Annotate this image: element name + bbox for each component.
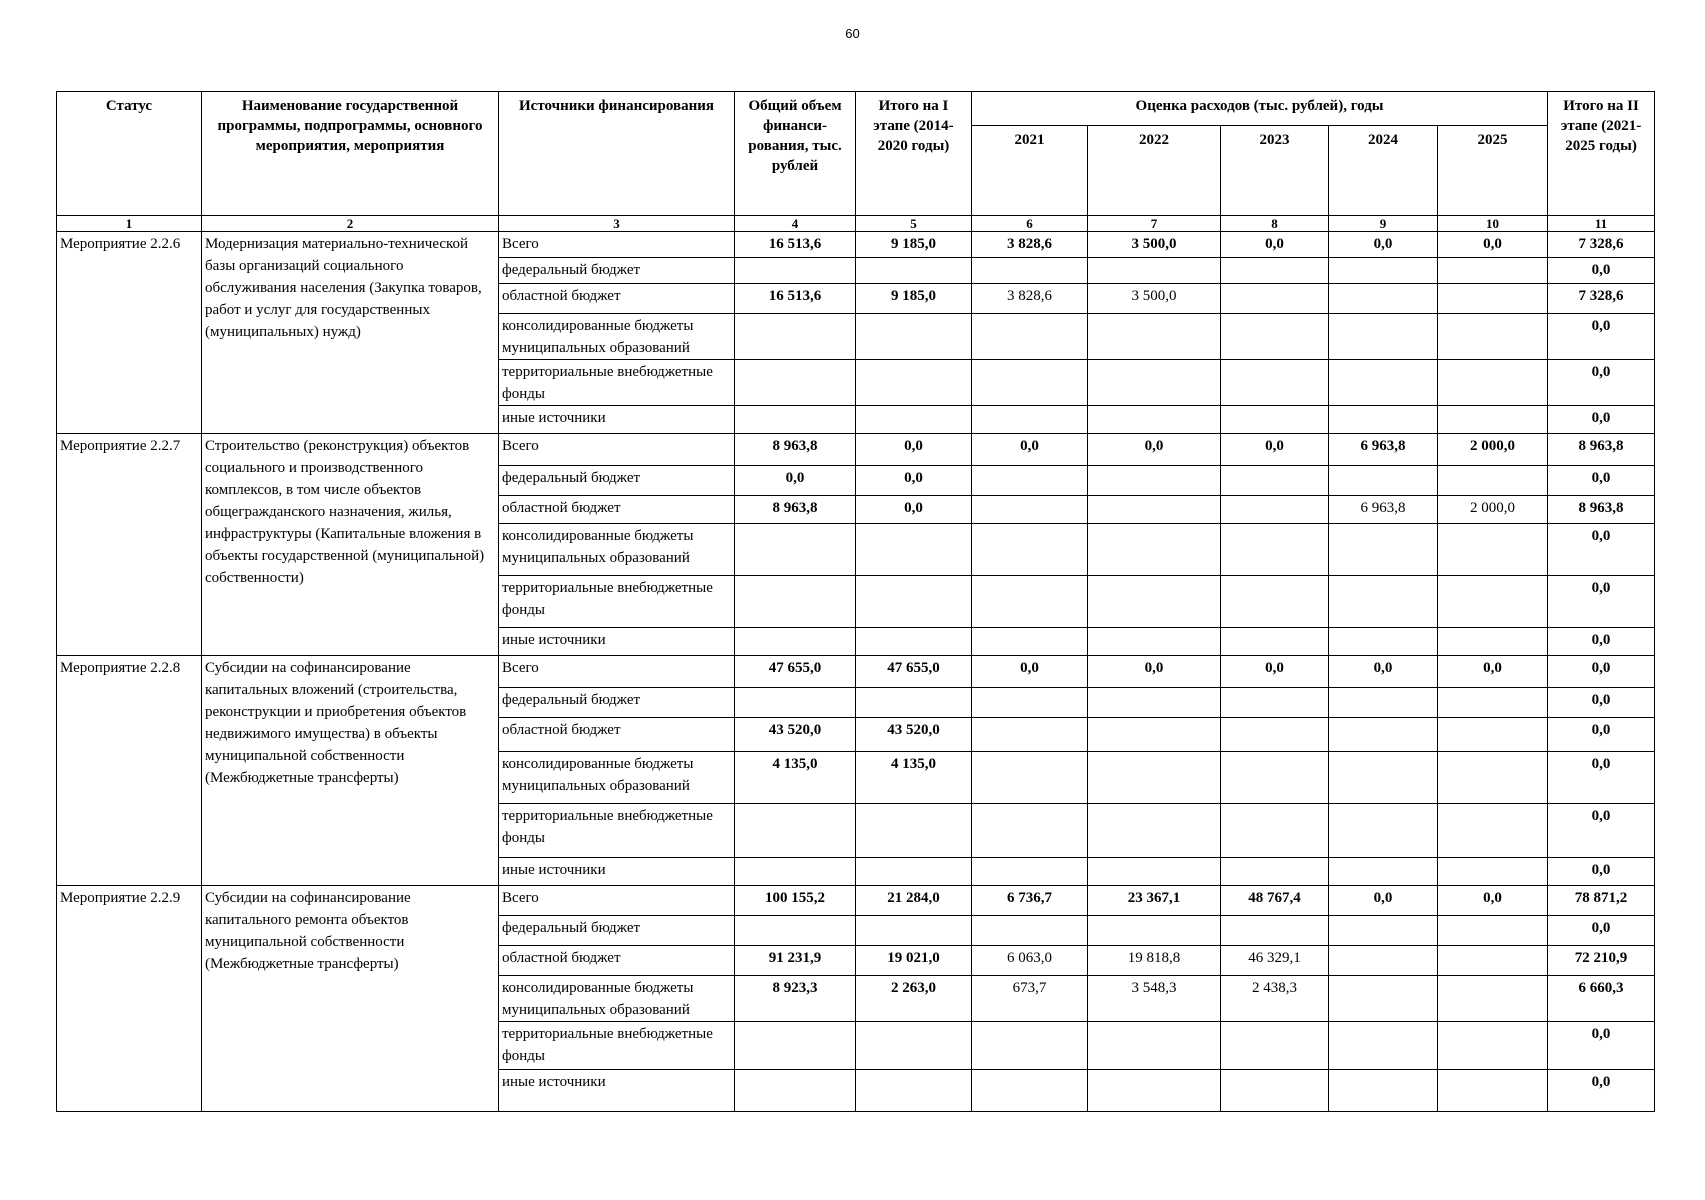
value-cell: 0,0: [1088, 656, 1221, 688]
value-cell: 19 021,0: [856, 946, 972, 976]
stage2-total-cell: 0,0: [1548, 314, 1655, 360]
source-cell: иные источники: [499, 1070, 735, 1112]
stage2-total-cell: 0,0: [1548, 656, 1655, 688]
source-cell: иные источники: [499, 858, 735, 886]
value-cell: [1438, 314, 1548, 360]
stage2-total-cell: 0,0: [1548, 858, 1655, 886]
value-cell: [735, 406, 856, 434]
value-cell: [1329, 946, 1438, 976]
status-cell: Мероприятие 2.2.6: [57, 232, 202, 434]
value-cell: [972, 258, 1088, 284]
value-cell: 3 828,6: [972, 284, 1088, 314]
header-name: Наименование государственной программы, подпрограммы, основного мероприятия, мероприятия: [202, 92, 499, 216]
header-stage2: Итого на II этапе (2021-2025 годы): [1548, 92, 1655, 216]
value-cell: [1438, 628, 1548, 656]
value-cell: [1221, 804, 1329, 858]
measure-name-cell: Субсидии на софинансирование капитального ремонта объектов муниципальной собственности (Межбюджетные трансферты): [202, 886, 499, 1112]
value-cell: [735, 258, 856, 284]
value-cell: 9 185,0: [856, 232, 972, 258]
value-cell: [1088, 628, 1221, 656]
value-cell: 8 923,3: [735, 976, 856, 1022]
value-cell: [856, 858, 972, 886]
status-cell: Мероприятие 2.2.8: [57, 656, 202, 886]
value-cell: [735, 858, 856, 886]
value-cell: [1329, 804, 1438, 858]
value-cell: [1438, 946, 1548, 976]
column-number: 1: [57, 216, 202, 232]
value-cell: [1329, 1022, 1438, 1070]
value-cell: [1221, 858, 1329, 886]
stage2-total-cell: 78 871,2: [1548, 886, 1655, 916]
value-cell: [972, 688, 1088, 718]
source-cell: федеральный бюджет: [499, 916, 735, 946]
value-cell: [856, 258, 972, 284]
value-cell: 8 963,8: [735, 434, 856, 466]
value-cell: 43 520,0: [856, 718, 972, 752]
value-cell: [972, 314, 1088, 360]
page-number: 60: [845, 26, 860, 41]
column-number: 9: [1329, 216, 1438, 232]
value-cell: [1438, 524, 1548, 576]
value-cell: [1088, 406, 1221, 434]
value-cell: [735, 628, 856, 656]
value-cell: [1221, 1070, 1329, 1112]
value-cell: 2 000,0: [1438, 434, 1548, 466]
value-cell: [1329, 718, 1438, 752]
source-cell: федеральный бюджет: [499, 258, 735, 284]
value-cell: [1088, 466, 1221, 496]
value-cell: [1088, 576, 1221, 628]
value-cell: [1221, 628, 1329, 656]
value-cell: [972, 718, 1088, 752]
source-cell: консолидированные бюджеты муниципальных образований: [499, 976, 735, 1022]
stage2-total-cell: 0,0: [1548, 406, 1655, 434]
stage2-total-cell: 0,0: [1548, 752, 1655, 804]
value-cell: 0,0: [735, 466, 856, 496]
value-cell: [1221, 466, 1329, 496]
stage2-total-cell: 0,0: [1548, 1070, 1655, 1112]
value-cell: [1088, 524, 1221, 576]
column-number: 4: [735, 216, 856, 232]
value-cell: [1088, 258, 1221, 284]
source-cell: территориальные внебюджетные фонды: [499, 360, 735, 406]
value-cell: [1329, 576, 1438, 628]
column-number: 10: [1438, 216, 1548, 232]
value-cell: [1221, 1022, 1329, 1070]
value-cell: [1438, 258, 1548, 284]
value-cell: [1088, 360, 1221, 406]
value-cell: [972, 360, 1088, 406]
value-cell: 0,0: [856, 434, 972, 466]
column-number: 5: [856, 216, 972, 232]
source-cell: территориальные внебюджетные фонды: [499, 1022, 735, 1070]
value-cell: 0,0: [1221, 232, 1329, 258]
stage2-total-cell: 0,0: [1548, 576, 1655, 628]
stage2-total-cell: 72 210,9: [1548, 946, 1655, 976]
stage2-total-cell: 0,0: [1548, 718, 1655, 752]
value-cell: [1221, 752, 1329, 804]
source-cell: Всего: [499, 434, 735, 466]
header-status: Статус: [57, 92, 202, 216]
source-cell: областной бюджет: [499, 496, 735, 524]
header-sources: Источники финансирования: [499, 92, 735, 216]
status-cell: Мероприятие 2.2.7: [57, 434, 202, 656]
value-cell: 47 655,0: [856, 656, 972, 688]
value-cell: [1438, 576, 1548, 628]
source-cell: иные источники: [499, 628, 735, 656]
value-cell: [1088, 688, 1221, 718]
value-cell: [1088, 916, 1221, 946]
value-cell: 0,0: [1088, 434, 1221, 466]
value-cell: 0,0: [1438, 656, 1548, 688]
status-cell: Мероприятие 2.2.9: [57, 886, 202, 1112]
value-cell: 9 185,0: [856, 284, 972, 314]
value-cell: [1329, 284, 1438, 314]
table-row: [57, 232, 1655, 258]
stage2-total-cell: 0,0: [1548, 628, 1655, 656]
header-estimate: Оценка расходов (тыс. рублей), годы: [972, 92, 1548, 126]
value-cell: 19 818,8: [1088, 946, 1221, 976]
column-number: 3: [499, 216, 735, 232]
value-cell: 0,0: [1438, 232, 1548, 258]
value-cell: 0,0: [972, 656, 1088, 688]
value-cell: [735, 804, 856, 858]
table-row: [57, 656, 1655, 688]
table-body: [57, 232, 1655, 1112]
value-cell: 21 284,0: [856, 886, 972, 916]
value-cell: [1329, 524, 1438, 576]
source-cell: Всего: [499, 886, 735, 916]
value-cell: [972, 524, 1088, 576]
value-cell: 2 438,3: [1221, 976, 1329, 1022]
source-cell: консолидированные бюджеты муниципальных образований: [499, 314, 735, 360]
value-cell: [1329, 258, 1438, 284]
stage2-total-cell: 0,0: [1548, 258, 1655, 284]
header-year: 2021: [972, 126, 1088, 216]
value-cell: [856, 406, 972, 434]
stage2-total-cell: 0,0: [1548, 1022, 1655, 1070]
value-cell: [1329, 916, 1438, 946]
header-year: 2023: [1221, 126, 1329, 216]
value-cell: [972, 1022, 1088, 1070]
value-cell: 0,0: [1221, 434, 1329, 466]
value-cell: [1438, 976, 1548, 1022]
value-cell: [972, 858, 1088, 886]
budget-table: [56, 91, 1655, 1112]
value-cell: [856, 916, 972, 946]
value-cell: [735, 688, 856, 718]
value-cell: [1221, 576, 1329, 628]
value-cell: 43 520,0: [735, 718, 856, 752]
value-cell: [1221, 524, 1329, 576]
source-cell: консолидированные бюджеты муниципальных образований: [499, 524, 735, 576]
column-number: 7: [1088, 216, 1221, 232]
value-cell: [856, 804, 972, 858]
stage2-total-cell: 0,0: [1548, 688, 1655, 718]
value-cell: 0,0: [1221, 656, 1329, 688]
value-cell: [1088, 1070, 1221, 1112]
stage2-total-cell: 6 660,3: [1548, 976, 1655, 1022]
header-total: Общий объем финанси-рования, тыс. рублей: [735, 92, 856, 216]
value-cell: 0,0: [1329, 886, 1438, 916]
value-cell: 6 063,0: [972, 946, 1088, 976]
value-cell: 0,0: [1329, 656, 1438, 688]
column-number: 6: [972, 216, 1088, 232]
source-cell: иные источники: [499, 406, 735, 434]
value-cell: [1438, 1070, 1548, 1112]
value-cell: [972, 804, 1088, 858]
value-cell: [972, 752, 1088, 804]
table-row: [57, 886, 1655, 916]
source-cell: Всего: [499, 656, 735, 688]
measure-name-cell: Модернизация материально-технической базы организаций социального обслуживания населения (Закупка товаров, работ и услуг для государственных (муниципальных) нужд): [202, 232, 499, 434]
value-cell: 0,0: [856, 466, 972, 496]
source-cell: территориальные внебюджетные фонды: [499, 576, 735, 628]
value-cell: [1088, 314, 1221, 360]
value-cell: [972, 406, 1088, 434]
value-cell: [1329, 466, 1438, 496]
source-cell: федеральный бюджет: [499, 466, 735, 496]
stage2-total-cell: 7 328,6: [1548, 284, 1655, 314]
stage2-total-cell: 0,0: [1548, 466, 1655, 496]
value-cell: [1438, 360, 1548, 406]
header-year: 2024: [1329, 126, 1438, 216]
header-year: 2022: [1088, 126, 1221, 216]
value-cell: [1221, 496, 1329, 524]
value-cell: [1221, 284, 1329, 314]
value-cell: 91 231,9: [735, 946, 856, 976]
value-cell: [1438, 916, 1548, 946]
table-row: [57, 434, 1655, 466]
value-cell: [856, 314, 972, 360]
value-cell: 46 329,1: [1221, 946, 1329, 976]
value-cell: [1221, 314, 1329, 360]
value-cell: [1329, 1070, 1438, 1112]
value-cell: [1329, 688, 1438, 718]
value-cell: 8 963,8: [735, 496, 856, 524]
value-cell: 3 500,0: [1088, 232, 1221, 258]
column-number: 8: [1221, 216, 1329, 232]
value-cell: 2 263,0: [856, 976, 972, 1022]
value-cell: 2 000,0: [1438, 496, 1548, 524]
value-cell: [1088, 858, 1221, 886]
value-cell: [735, 1022, 856, 1070]
value-cell: 0,0: [1329, 232, 1438, 258]
value-cell: 16 513,6: [735, 232, 856, 258]
value-cell: [1221, 258, 1329, 284]
source-cell: областной бюджет: [499, 946, 735, 976]
value-cell: 47 655,0: [735, 656, 856, 688]
stage2-total-cell: 7 328,6: [1548, 232, 1655, 258]
value-cell: [735, 360, 856, 406]
value-cell: 3 500,0: [1088, 284, 1221, 314]
value-cell: 100 155,2: [735, 886, 856, 916]
value-cell: [972, 466, 1088, 496]
value-cell: [1329, 406, 1438, 434]
value-cell: 4 135,0: [735, 752, 856, 804]
value-cell: [735, 314, 856, 360]
value-cell: [1221, 360, 1329, 406]
value-cell: [1438, 1022, 1548, 1070]
value-cell: [856, 1070, 972, 1112]
value-cell: 0,0: [1438, 886, 1548, 916]
value-cell: 4 135,0: [856, 752, 972, 804]
value-cell: 6 963,8: [1329, 434, 1438, 466]
value-cell: [972, 628, 1088, 656]
value-cell: [735, 576, 856, 628]
value-cell: [1329, 314, 1438, 360]
value-cell: [735, 916, 856, 946]
value-cell: [972, 496, 1088, 524]
value-cell: [856, 688, 972, 718]
header-year: 2025: [1438, 126, 1548, 216]
value-cell: [1329, 858, 1438, 886]
value-cell: [1088, 496, 1221, 524]
value-cell: [972, 576, 1088, 628]
measure-name-cell: Строительство (реконструкция) объектов социального и производственного комплексов, в том числе объектов общегражданского назначения, жилья, инфраструктуры (Капитальные вложения в объекты государственной (муниципальной) собственности): [202, 434, 499, 656]
source-cell: областной бюджет: [499, 284, 735, 314]
value-cell: [1221, 406, 1329, 434]
value-cell: 6 963,8: [1329, 496, 1438, 524]
column-number: 11: [1548, 216, 1655, 232]
value-cell: [1329, 752, 1438, 804]
value-cell: [1221, 688, 1329, 718]
header-stage1: Итого на I этапе (2014-2020 годы): [856, 92, 972, 216]
value-cell: [972, 1070, 1088, 1112]
source-cell: консолидированные бюджеты муниципальных образований: [499, 752, 735, 804]
value-cell: [1088, 804, 1221, 858]
value-cell: 3 828,6: [972, 232, 1088, 258]
value-cell: 673,7: [972, 976, 1088, 1022]
value-cell: 0,0: [856, 496, 972, 524]
value-cell: [1221, 718, 1329, 752]
value-cell: [856, 524, 972, 576]
stage2-total-cell: 0,0: [1548, 360, 1655, 406]
value-cell: [1221, 916, 1329, 946]
value-cell: [735, 524, 856, 576]
value-cell: 23 367,1: [1088, 886, 1221, 916]
value-cell: [1438, 752, 1548, 804]
value-cell: [1438, 406, 1548, 434]
value-cell: 3 548,3: [1088, 976, 1221, 1022]
value-cell: [1438, 688, 1548, 718]
value-cell: [735, 1070, 856, 1112]
value-cell: [856, 576, 972, 628]
value-cell: [856, 628, 972, 656]
source-cell: федеральный бюджет: [499, 688, 735, 718]
value-cell: 16 513,6: [735, 284, 856, 314]
value-cell: [1088, 752, 1221, 804]
value-cell: [972, 916, 1088, 946]
value-cell: [1438, 284, 1548, 314]
measure-name-cell: Субсидии на софинансирование капитальных вложений (строительства, реконструкции и приобретения объектов недвижимого имущества) в объекты муниципальной собственности (Межбюджетные трансферты): [202, 656, 499, 886]
value-cell: 6 736,7: [972, 886, 1088, 916]
value-cell: [1329, 628, 1438, 656]
column-number: 2: [202, 216, 499, 232]
value-cell: [1438, 718, 1548, 752]
value-cell: [856, 1022, 972, 1070]
stage2-total-cell: 0,0: [1548, 524, 1655, 576]
stage2-total-cell: 8 963,8: [1548, 496, 1655, 524]
stage2-total-cell: 0,0: [1548, 804, 1655, 858]
value-cell: [1329, 360, 1438, 406]
value-cell: [1329, 976, 1438, 1022]
value-cell: [1438, 466, 1548, 496]
source-cell: территориальные внебюджетные фонды: [499, 804, 735, 858]
value-cell: 48 767,4: [1221, 886, 1329, 916]
value-cell: [1438, 804, 1548, 858]
stage2-total-cell: 8 963,8: [1548, 434, 1655, 466]
value-cell: [1088, 718, 1221, 752]
value-cell: [1438, 858, 1548, 886]
value-cell: [856, 360, 972, 406]
source-cell: областной бюджет: [499, 718, 735, 752]
source-cell: Всего: [499, 232, 735, 258]
value-cell: [1088, 1022, 1221, 1070]
value-cell: 0,0: [972, 434, 1088, 466]
stage2-total-cell: 0,0: [1548, 916, 1655, 946]
